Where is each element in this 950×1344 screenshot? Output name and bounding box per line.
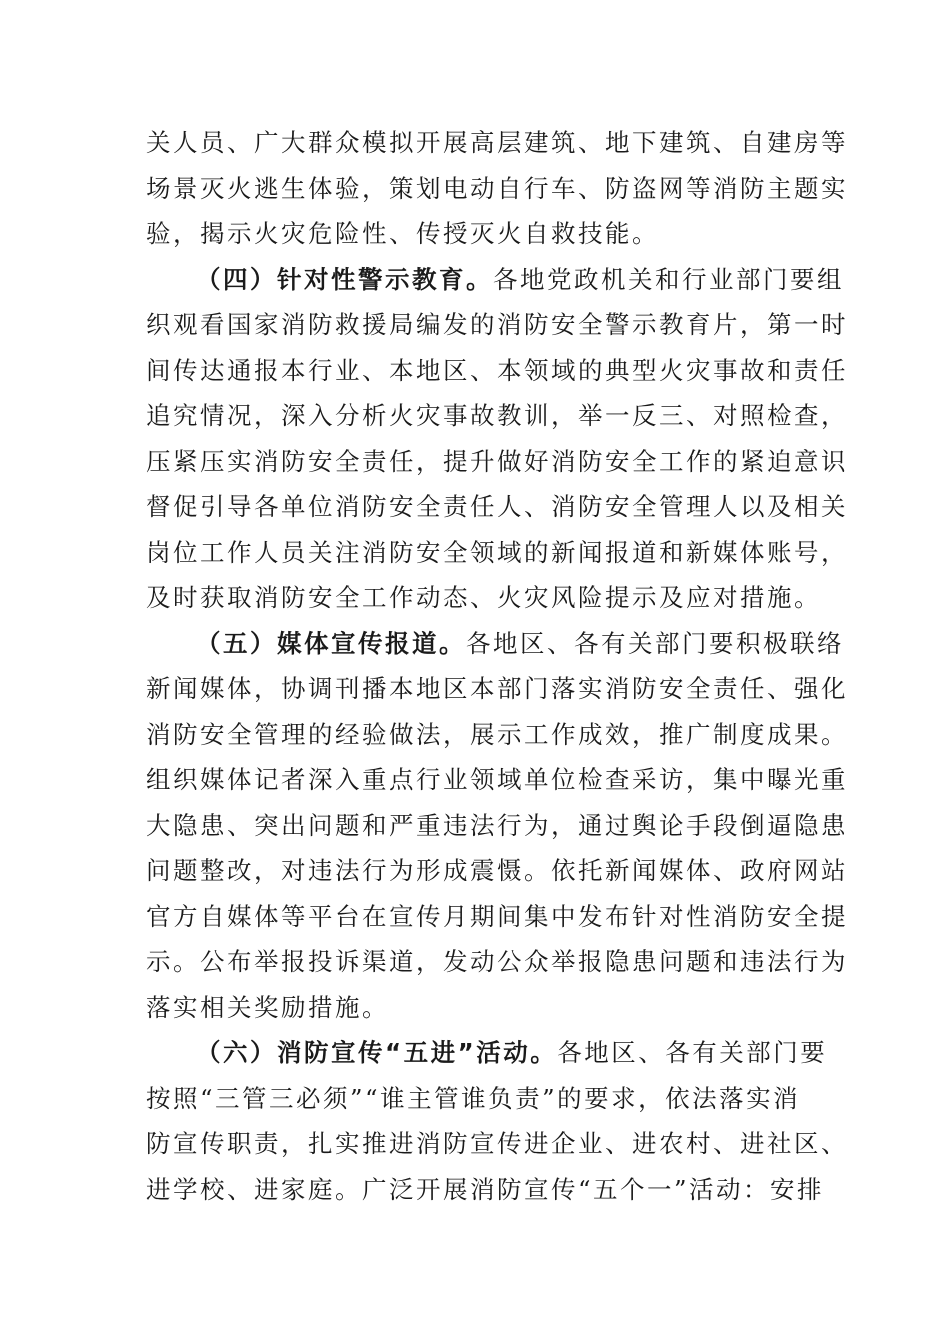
section-5-lead-text: 各地区、各有关部门要积极联络 bbox=[466, 628, 844, 658]
section-6-heading: （六）消防宣传“五进”活动。 bbox=[196, 1038, 558, 1067]
text-line: 示。公布举报投诉渠道，发动公众举报隐患问题和违法行为 bbox=[146, 947, 848, 976]
text-line: 验，揭示火灾危险性、传授灭火自救技能。 bbox=[146, 219, 659, 248]
section-5-first-line bbox=[146, 621, 844, 667]
text-line: 新闻媒体，协调刊播本地区本部门落实消防安全责任、强化 bbox=[146, 674, 848, 703]
section-4-heading: （四）针对性警示教育。 bbox=[196, 264, 493, 294]
text-line: 织观看国家消防救援局编发的消防安全警示教育片，第一时 bbox=[146, 310, 848, 339]
section-5-heading: （五）媒体宣传报道。 bbox=[196, 628, 466, 658]
text-line: 关人员、广大群众模拟开展高层建筑、地下建筑、自建房等 bbox=[146, 128, 848, 157]
text-line: 场景灭火逃生体验，策划电动自行车、防盗网等消防主题实 bbox=[146, 173, 848, 203]
text-line: 压紧压实消防安全责任，提升做好消防安全工作的紧迫意识 bbox=[146, 446, 848, 476]
text-line: 及时获取消防安全工作动态、火灾风险提示及应对措施。 bbox=[146, 583, 821, 612]
text-line: 督促引导各单位消防安全责任人、消防安全管理人以及相关 bbox=[146, 492, 848, 521]
text-line: 组织媒体记者深入重点行业领域单位检查采访，集中曝光重 bbox=[146, 765, 848, 794]
section-6-lead-text: 各地区、各有关部门要 bbox=[557, 1038, 828, 1067]
text-line: 按照“三管三必须”“谁主管谁负责”的要求，依法落实消 bbox=[146, 1083, 801, 1113]
text-line: 防宣传职责，扎实推进消防宣传进企业、进农村、进社区、 bbox=[146, 1129, 848, 1158]
text-line: 落实相关奖励措施。 bbox=[146, 992, 389, 1022]
text-line: 追究情况，深入分析火灾事故教训，举一反三、对照检查， bbox=[146, 401, 848, 430]
document-body bbox=[146, 120, 848, 1212]
text-line: 大隐患、突出问题和严重违法行为，通过舆论手段倒逼隐患 bbox=[146, 810, 848, 840]
text-line: 进学校、进家庭。广泛开展消防宣传“五个一”活动：安排 bbox=[146, 1174, 825, 1204]
text-line: 岗位工作人员关注消防安全领域的新闻报道和新媒体账号， bbox=[146, 537, 848, 567]
section-6-first-line bbox=[146, 1030, 828, 1076]
text-line: 官方自媒体等平台在宣传月期间集中发布针对性消防安全提 bbox=[146, 901, 848, 931]
text-line: 问题整改，对违法行为形成震慑。依托新闻媒体、政府网站 bbox=[146, 856, 848, 885]
section-4-lead-text: 各地党政机关和行业部门要组 bbox=[493, 264, 844, 294]
text-line: 间传达通报本行业、本地区、本领域的典型火灾事故和责任 bbox=[146, 355, 848, 385]
section-4-first-line bbox=[146, 257, 844, 303]
text-line: 消防安全管理的经验做法，展示工作成效，推广制度成果。 bbox=[146, 719, 848, 749]
